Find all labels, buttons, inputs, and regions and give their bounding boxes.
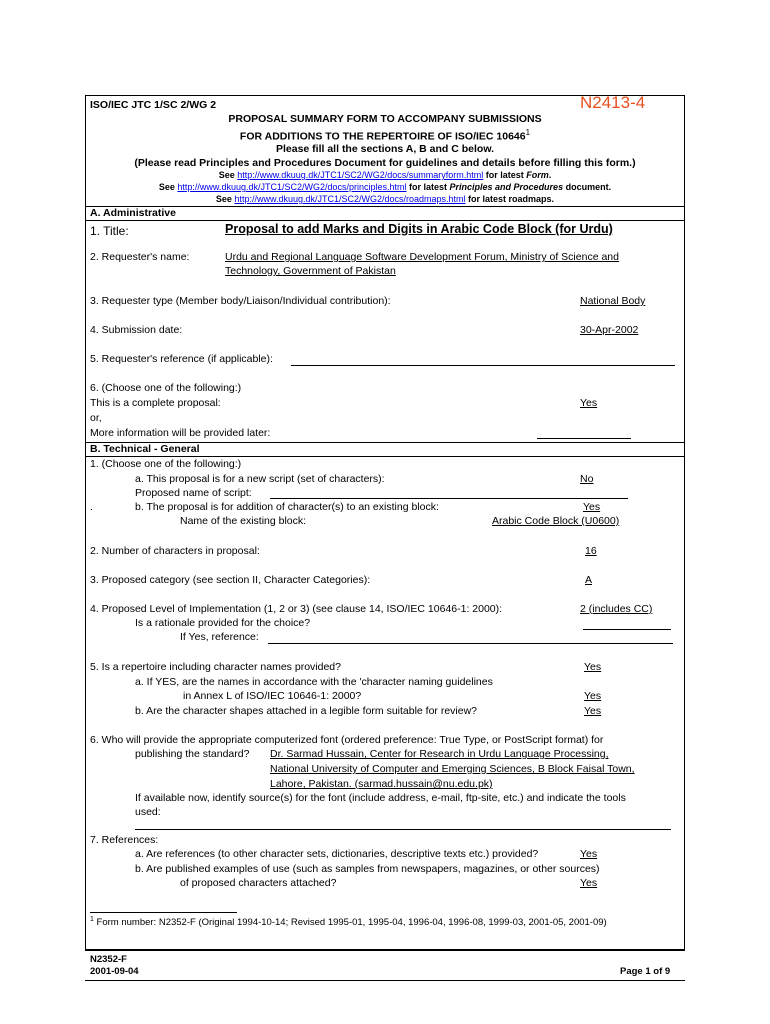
blank-line bbox=[270, 498, 628, 499]
font-provider-value-line1: Dr. Sarmad Hussain, Center for Research in Urdu Language Processing, bbox=[270, 748, 609, 760]
repertoire-value: Yes bbox=[584, 661, 602, 673]
shapes-question: b. Are the character shapes attached in a legible form suitable for review? bbox=[135, 705, 478, 717]
read-note: (Please read Principles and Procedures Document for guidelines and details before filling this form.) bbox=[134, 157, 636, 169]
b1-label: 1. (Choose one of the following:) bbox=[90, 458, 242, 470]
new-script-question: a. This proposal is for a new script (set of characters): bbox=[135, 473, 385, 485]
category-label: 3. Proposed category (see section II, Character Categories): bbox=[90, 574, 371, 586]
footer-form-id: N2352-F bbox=[90, 954, 127, 965]
references-question-a: a. Are references (to other character sets, dictionaries, descriptive texts etc.) provided? bbox=[135, 848, 539, 860]
footer-page-number: Page 1 of 9 bbox=[620, 966, 671, 977]
blank-line bbox=[135, 829, 671, 830]
requester-name-label: 2. Requester's name: bbox=[90, 251, 190, 263]
blank-line bbox=[583, 629, 671, 630]
rationale-question: Is a rationale provided for the choice? bbox=[135, 617, 311, 629]
references-question-b-line2: of proposed characters attached? bbox=[180, 877, 337, 889]
shapes-value: Yes bbox=[584, 705, 602, 717]
footer-date: 2001-09-04 bbox=[90, 966, 139, 977]
principles-link[interactable]: http://www.dkuug.dk/JTC1/SC2/WG2/docs/principles.html bbox=[177, 182, 407, 192]
requester-reference-label: 5. Requester's reference (if applicable): bbox=[90, 353, 273, 365]
font-provider-value-line2: National University of Computer and Emerging Sciences, B Block Faisal Town, bbox=[270, 763, 635, 775]
summary-form-link[interactable]: http://www.dkuug.dk/JTC1/SC2/WG2/docs/summaryform.html bbox=[237, 170, 484, 180]
existing-block-name-value: Arabic Code Block (U0600) bbox=[492, 515, 620, 527]
form-title-line1: PROPOSAL SUMMARY FORM TO ACCOMPANY SUBMISSIONS bbox=[228, 113, 542, 125]
section-a-heading: A. Administrative bbox=[90, 207, 176, 219]
working-group: ISO/IEC JTC 1/SC 2/WG 2 bbox=[90, 99, 217, 111]
see-form-line: See http://www.dkuug.dk/JTC1/SC2/WG2/docs/summaryform.html for latest Form. bbox=[218, 170, 552, 180]
references-label: 7. References: bbox=[90, 834, 159, 846]
submission-date-value: 30-Apr-2002 bbox=[580, 324, 639, 336]
more-info-label: More information will be provided later: bbox=[90, 427, 271, 439]
script-name-label: Proposed name of script: bbox=[135, 487, 252, 499]
blank-line bbox=[537, 438, 631, 439]
requester-name-value-line1: Urdu and Regional Language Software Development Forum, Ministry of Science and bbox=[225, 251, 619, 263]
divider bbox=[85, 220, 685, 221]
complete-proposal-value: Yes bbox=[580, 397, 598, 409]
repertoire-question: 5. Is a repertoire including character names provided? bbox=[90, 661, 341, 673]
fill-note: Please fill all the sections A, B and C below. bbox=[275, 143, 495, 155]
font-provider-question: 6. Who will provide the appropriate computerized font (ordered preference: True Type, or PostScript format) for bbox=[90, 734, 604, 746]
requester-type-label: 3. Requester type (Member body/Liaison/Individual contribution): bbox=[90, 295, 391, 307]
font-provider-value-line3: Lahore, Pakistan. (sarmad.hussain@nu.edu.pk) bbox=[270, 778, 493, 790]
footer-rule bbox=[85, 950, 685, 951]
roadmaps-link[interactable]: http://www.dkuug.dk/JTC1/SC2/WG2/docs/roadmaps.html bbox=[234, 194, 466, 204]
section-b-heading: B. Technical - General bbox=[90, 443, 200, 455]
blank-line bbox=[268, 643, 673, 644]
title-label: 1. Title: bbox=[90, 224, 129, 238]
new-script-value: No bbox=[580, 473, 594, 485]
footnote-rule bbox=[90, 912, 237, 913]
existing-block-question: b. The proposal is for addition of character(s) to an existing block: bbox=[135, 501, 439, 513]
naming-guidelines-line2: in Annex L of ISO/IEC 10646-1: 2000? bbox=[183, 690, 362, 702]
footnote: $^1$ Form number: N2352-F (Original 1994-10-14; Revised 1995-01, 1995-04, 1996-04, 1996-08, 1999-03, 2001-05, 2001-09) bbox=[90, 916, 607, 929]
submission-date-label: 4. Submission date: bbox=[90, 324, 183, 336]
font-source-question-line2: used: bbox=[135, 806, 161, 818]
complete-proposal-label: This is a complete proposal: bbox=[90, 397, 221, 409]
references-value-a: Yes bbox=[580, 848, 598, 860]
references-question-b-line1: b. Are published examples of use (such as samples from newspapers, magazines, or other sources) bbox=[135, 863, 600, 875]
char-count-value: 16 bbox=[585, 545, 597, 557]
level-label: 4. Proposed Level of Implementation (1, 2 or 3) (see clause 14, ISO/IEC 10646-1: 2000): bbox=[90, 603, 503, 615]
existing-block-name-label: Name of the existing block: bbox=[180, 515, 307, 527]
category-value: A bbox=[585, 574, 593, 586]
document-number: N2413-4 bbox=[580, 93, 646, 112]
form-title-line2: FOR ADDITIONS TO THE REPERTOIRE OF ISO/IEC 10646$^1$ bbox=[239, 128, 531, 143]
requester-name-value-line2: Technology, Government of Pakistan bbox=[225, 265, 396, 277]
font-source-question-line1: If available now, identify source(s) for the font (include address, e-mail, ftp-site, etc.) and indicate the tools bbox=[135, 792, 626, 804]
naming-guidelines-value: Yes bbox=[584, 690, 602, 702]
publishing-label: publishing the standard? bbox=[135, 748, 250, 760]
existing-block-value: Yes bbox=[583, 501, 601, 513]
reference-label: If Yes, reference: bbox=[180, 631, 259, 643]
naming-guidelines-line1: a. If YES, are the names in accordance with the 'character naming guidelines bbox=[135, 676, 493, 688]
or-label: or, bbox=[90, 412, 102, 424]
requester-type-value: National Body bbox=[580, 295, 646, 307]
title-value: Proposal to add Marks and Digits in Arabic Code Block (for Urdu) bbox=[225, 222, 613, 236]
stray-dot: . bbox=[90, 501, 93, 513]
char-count-label: 2. Number of characters in proposal: bbox=[90, 545, 260, 557]
references-value-b: Yes bbox=[580, 877, 598, 889]
see-roadmaps-line: See http://www.dkuug.dk/JTC1/SC2/WG2/docs/roadmaps.html for latest roadmaps. bbox=[215, 194, 555, 204]
choose-one-label: 6. (Choose one of the following:) bbox=[90, 382, 242, 394]
divider bbox=[85, 456, 685, 457]
see-principles-line: See http://www.dkuug.dk/JTC1/SC2/WG2/docs/principles.html for latest Principles and Procedures document. bbox=[158, 182, 612, 192]
blank-line bbox=[291, 365, 675, 366]
footer-bottom-rule bbox=[85, 980, 685, 981]
level-value: 2 (includes CC) bbox=[580, 603, 653, 615]
